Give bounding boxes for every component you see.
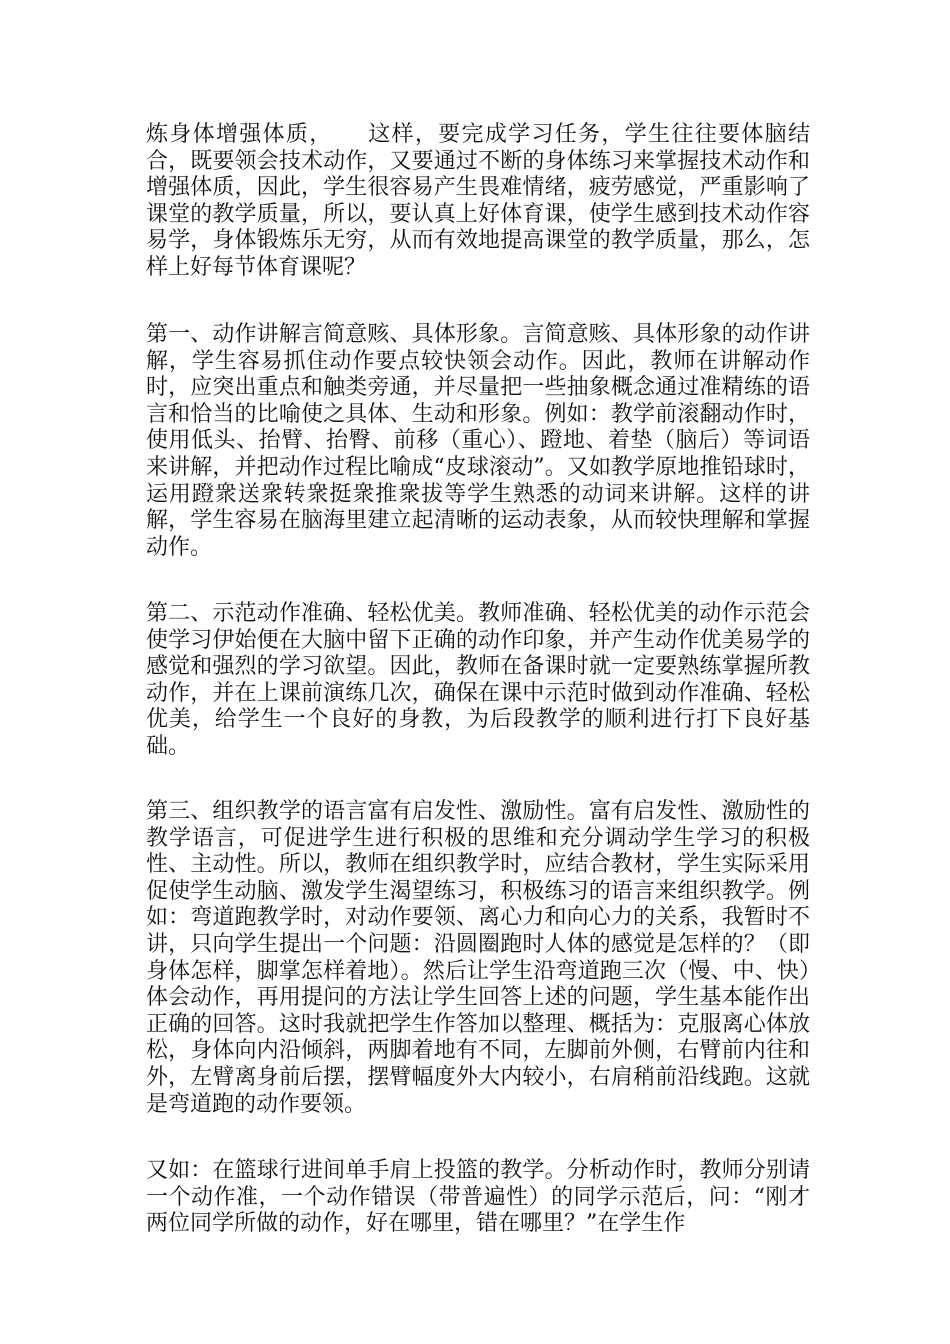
point-three-paragraph: 第三、组织教学的语言富有启发性、激励性。富有启发性、激励性的教学语言，可促进学生进行积极的思维和充分调动学生学习的积极性、主动性。所以，教师在组织教学时，应结合教材，学生实际采用促使学生动脑、激发学生渴望练习，积极练习的语言来组织教学。例如：弯道跑教学时，对动作要领、离心力和向心力的关系，我暂时不讲，只向学生提出一个问题：沿圆圈跑时人体的感觉是怎样的？（即身体怎样，脚掌怎样着地）。然后让学生沿弯道跑三次（慢、中、快）体会动作，再用提问的方法让学生回答上述的问题，学生基本能作出正确的回答。这时我就把学生作答加以整理、概括为：克服离心体放松，身体向内沿倾斜，两脚着地有不同，左脚前外侧，右臂前内往和外，左臂离身前后摆，摆臂幅度外大内较小，右肩稍前沿线跑。这就是弯道跑的动作要领。 <box>146 799 810 1117</box>
point-two-paragraph: 第二、示范动作准确、轻松优美。教师准确、轻松优美的动作示范会使学习伊始便在大脑中留下正确的动作印象，并产生动作优美易学的感觉和强烈的学习欲望。因此，教师在备课时就一定要熟练掌握所教动作，并在上课前演练几次，确保在课中示范时做到动作准确、轻松优美，给学生一个良好的身教，为后段教学的顺利进行打下良好基础。 <box>146 601 810 759</box>
point-one-paragraph: 第一、动作讲解言简意赅、具体形象。言简意赅、具体形象的动作讲解，学生容易抓住动作要点较快领会动作。因此，教师在讲解动作时，应突出重点和触类旁通，并尽量把一些抽象概念通过准精练的语言和恰当的比喻使之具体、生动和形象。例如：教学前滚翻动作时，使用低头、抬臂、抬臀、前移（重心）、蹬地、着垫（脑后）等词语来讲解，并把动作过程比喻成“皮球滚动”。又如教学原地推铅球时，运用蹬衆送衆转衆挺衆推衆拔等学生熟悉的动词来讲解。这样的讲解，学生容易在脑海里建立起清晰的运动表象，从而较快理解和掌握动作。 <box>146 322 810 560</box>
intro-paragraph: 炼身体增强体质， 这样，要完成学习任务，学生往往要体脑结合，既要领会技术动作，又要通过不断的身体练习来掌握技术动作和增强体质，因此，学生很容易产生畏难情绪，疲劳感觉，严重影响了课堂的教学质量，所以，要认真上好体育课，使学生感到技术动作容易学，身体锻炼乐无穷，从而有效地提高课堂的教学质量，那么，怎样上好每节体育课呢？ <box>146 122 810 280</box>
basketball-example-paragraph: 又如：在篮球行进间单手肩上投篮的教学。分析动作时，教师分别请一个动作准，一个动作错误（带普遍性）的同学示范后，问：“刚才两位同学所做的动作，好在哪里，错在哪里？”在学生作 <box>146 1158 810 1237</box>
